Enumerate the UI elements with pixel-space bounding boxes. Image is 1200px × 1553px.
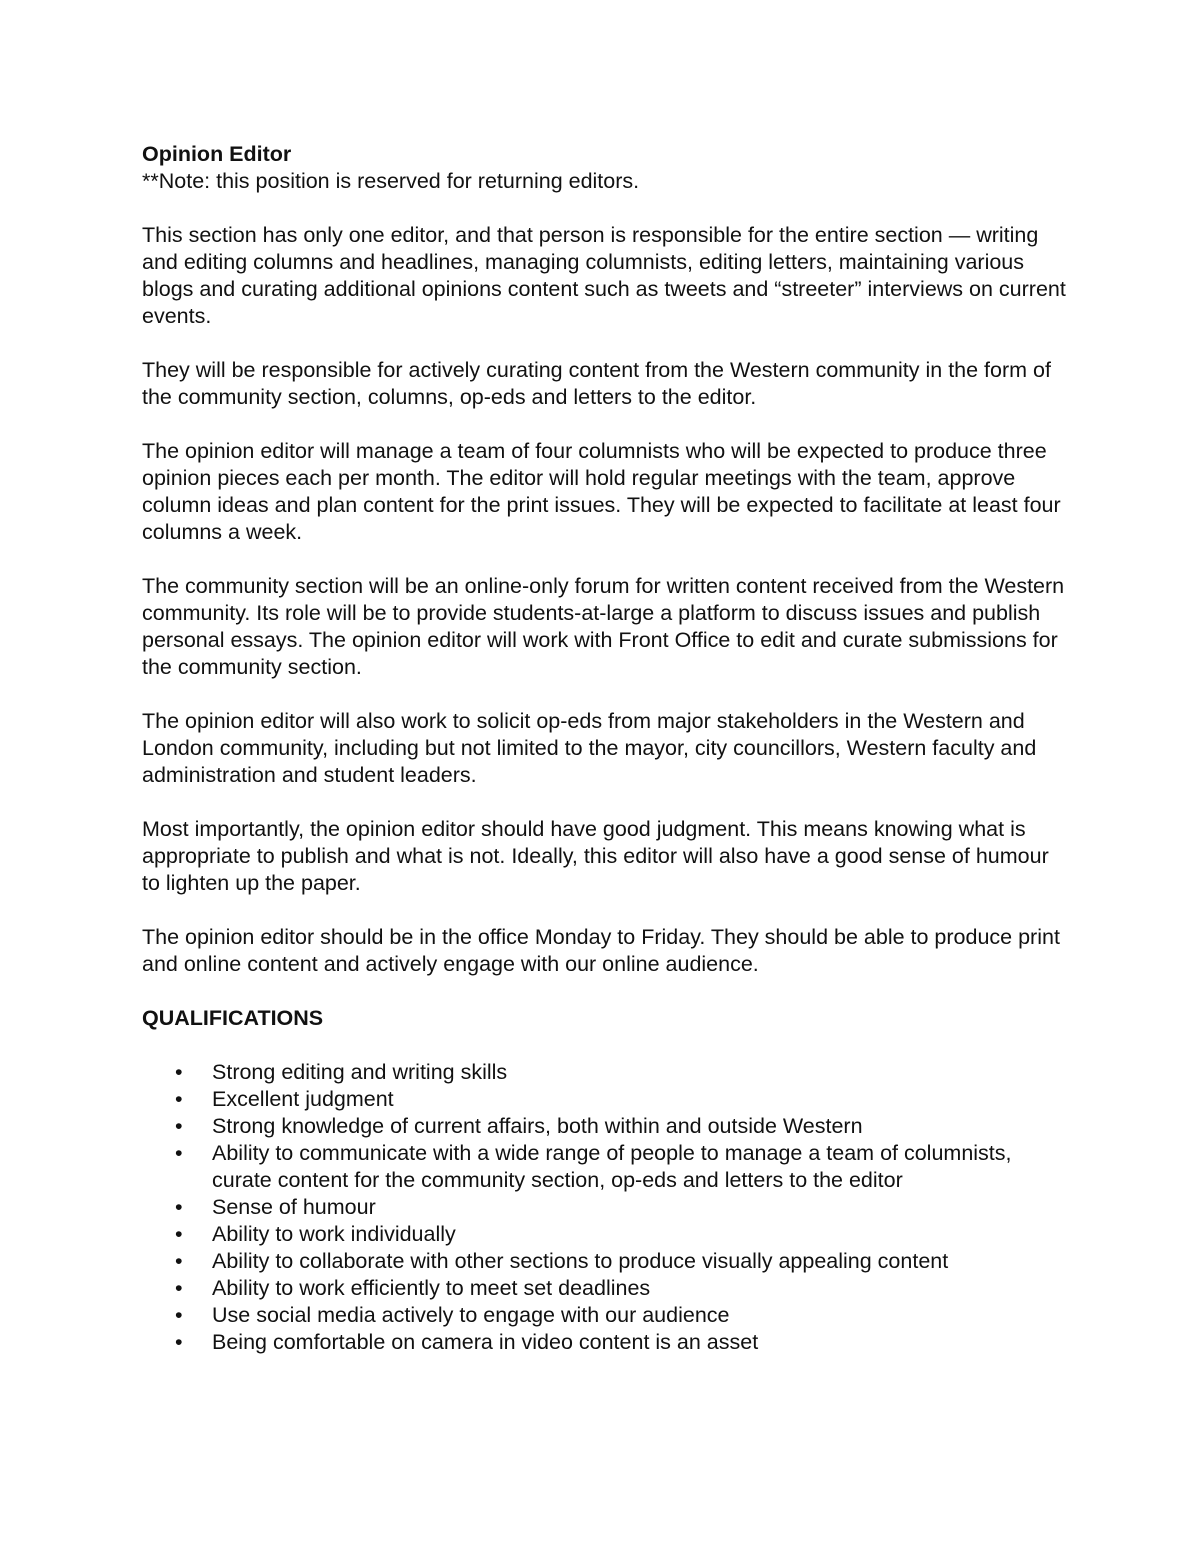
qualification-text: Strong knowledge of current affairs, both within and outside Western: [212, 1114, 863, 1138]
qualification-text: Being comfortable on camera in video content is an asset: [212, 1330, 759, 1354]
list-item: [142, 1221, 1072, 1248]
page-title: Opinion Editor: [142, 142, 292, 166]
list-item: [142, 1248, 1072, 1275]
list-item: [142, 1059, 1072, 1086]
qualification-text: Sense of humour: [212, 1195, 376, 1219]
returning-editors-note: **Note: this position is reserved for returning editors.: [142, 169, 640, 193]
bullet-icon: •: [175, 1330, 183, 1354]
qualifications-heading: QUALIFICATIONS: [142, 1006, 324, 1030]
document-page: [142, 141, 1072, 1356]
paragraph-community-section: The community section will be an online-only forum for written content received from the Western community. Its role will be to provide students-at-large a platform to discuss issues and publish personal essays. The opinion editor will work with Front Office to edit and curate submissions for the community section.: [142, 574, 1065, 679]
paragraph-columnist-team: The opinion editor will manage a team of four columnists who will be expected to produce three opinion pieces each per month. The editor will hold regular meetings with the team, approve column ideas and plan content for the print issues. They will be expected to facilitate at least four columns a week.: [142, 439, 1061, 544]
paragraph-section-overview: This section has only one editor, and that person is responsible for the entire section — writing and editing columns and headlines, managing columnists, editing letters, maintaining various blogs and curating additional opinions content such as tweets and “streeter” interviews on current events.: [142, 223, 1066, 328]
list-item: [142, 1194, 1072, 1221]
qualifications-list: [142, 1059, 1072, 1356]
bullet-icon: •: [175, 1249, 183, 1273]
paragraph-judgment: Most importantly, the opinion editor should have good judgment. This means knowing what is appropriate to publish and what is not. Ideally, this editor will also have a good sense of humour to lighten up the paper.: [142, 817, 1049, 895]
list-item: [142, 1329, 1072, 1356]
list-item: [142, 1302, 1072, 1329]
list-item: [142, 1086, 1072, 1113]
qualification-text: Excellent judgment: [212, 1087, 394, 1111]
qualification-text: Ability to collaborate with other sections to produce visually appealing content: [212, 1249, 949, 1273]
qualification-text: Ability to work efficiently to meet set deadlines: [212, 1276, 651, 1300]
qualification-text: Use social media actively to engage with our audience: [212, 1303, 730, 1327]
paragraph-op-eds: The opinion editor will also work to solicit op-eds from major stakeholders in the Western and London community, including but not limited to the mayor, city councillors, Western faculty and administration and student leaders.: [142, 709, 1037, 787]
bullet-icon: •: [175, 1087, 183, 1111]
qualification-text: Strong editing and writing skills: [212, 1060, 508, 1084]
qualification-text: Ability to communicate with a wide range of people to manage a team of columnists, curate content for the community section, op-eds and letters to the editor: [212, 1141, 1012, 1192]
bullet-icon: •: [175, 1195, 183, 1219]
list-item: [142, 1275, 1072, 1302]
paragraph-curating-content: They will be responsible for actively curating content from the Western community in the form of the community section, columns, op-eds and letters to the editor.: [142, 358, 1051, 409]
bullet-icon: •: [175, 1303, 183, 1327]
bullet-icon: •: [175, 1060, 183, 1084]
bullet-icon: •: [175, 1114, 183, 1138]
list-item: [142, 1140, 1072, 1194]
list-item: [142, 1113, 1072, 1140]
bullet-icon: •: [175, 1141, 183, 1165]
paragraph-office-hours: The opinion editor should be in the office Monday to Friday. They should be able to produce print and online content and actively engage with our online audience.: [142, 925, 1060, 976]
qualification-text: Ability to work individually: [212, 1222, 456, 1246]
bullet-icon: •: [175, 1222, 183, 1246]
bullet-icon: •: [175, 1276, 183, 1300]
